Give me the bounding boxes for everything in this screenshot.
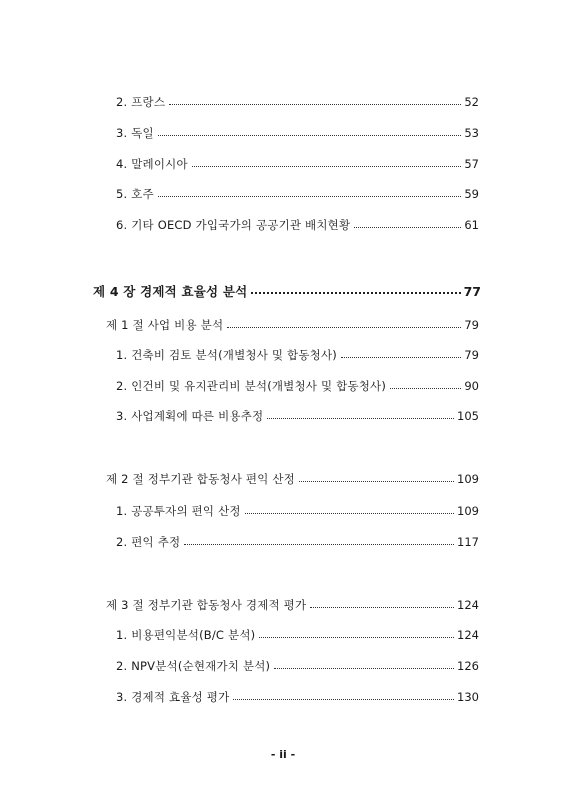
toc-label: 5. 호주: [116, 187, 154, 201]
toc-row: [116, 93, 479, 111]
toc-page-number: 126: [457, 659, 479, 673]
dot-leader: [299, 480, 454, 482]
dot-leader: [259, 636, 454, 638]
dot-leader: [251, 291, 460, 294]
dot-leader: [267, 417, 454, 419]
toc-page-number: 53: [464, 126, 479, 140]
page-footer-number: - ii -: [270, 748, 296, 761]
toc-section-label: 제 3 절 정부기관 합동청사 경제적 평가: [106, 598, 307, 612]
dot-leader: [227, 326, 461, 328]
toc-chapter-label: 제 4 장 경제적 효율성 분석: [93, 284, 248, 299]
toc-label: 2. NPV분석(순현재가치 분석): [116, 659, 271, 673]
dot-leader: [354, 226, 461, 228]
toc-label: 4. 말레이시아: [116, 157, 188, 171]
toc-section-row: [106, 316, 479, 334]
toc-row: [116, 346, 479, 364]
toc-row: [116, 407, 479, 425]
dot-leader: [233, 698, 454, 700]
toc-row: [116, 533, 479, 551]
toc-label: 1. 공공투자의 편익 산정: [116, 504, 241, 518]
toc-page-number: 52: [464, 95, 479, 109]
toc-row: [116, 502, 479, 520]
toc-section-label: 제 2 절 정부기관 합동청사 편익 산정: [106, 472, 295, 486]
toc-page-number: 117: [457, 535, 479, 549]
toc-label: 2. 프랑스: [116, 95, 166, 109]
toc-page-number: 79: [464, 348, 479, 362]
toc-row: [116, 216, 479, 234]
dot-leader: [158, 134, 462, 136]
toc-row: [116, 688, 479, 706]
toc-label: 1. 건축비 검토 분석(개별청사 및 합동청사): [116, 348, 337, 362]
toc-page-number: 105: [457, 409, 479, 423]
toc-page-number: 59: [464, 187, 479, 201]
toc-row: [116, 124, 479, 142]
dot-leader: [245, 512, 454, 514]
toc-row: [116, 185, 479, 203]
toc-label: 3. 독일: [116, 126, 154, 140]
dot-leader: [341, 356, 461, 358]
toc-page-number: 77: [463, 283, 481, 299]
toc-label: 6. 기타 OECD 가입국가의 공공기관 배치현황: [116, 218, 351, 232]
toc-page-number: 79: [464, 318, 479, 332]
toc-page-number: 57: [464, 157, 479, 171]
toc-page-number: 109: [457, 472, 479, 486]
toc-page-number: 130: [457, 690, 479, 704]
toc-chapter-row: [93, 282, 481, 300]
dot-leader: [274, 667, 454, 669]
dot-leader: [158, 195, 462, 197]
toc-page-number: 124: [457, 598, 479, 612]
toc-label: 3. 경제적 효율성 평가: [116, 690, 230, 704]
toc-label: 2. 편익 추정: [116, 535, 181, 549]
toc-row: [116, 657, 479, 675]
dot-leader: [169, 103, 461, 105]
toc-row: [116, 626, 479, 644]
toc-label: 3. 사업계획에 따른 비용추정: [116, 409, 264, 423]
toc-label: 1. 비용편익분석(B/C 분석): [116, 628, 256, 642]
dot-leader: [390, 387, 461, 389]
dot-leader: [310, 606, 454, 608]
toc-section-label: 제 1 절 사업 비용 분석: [106, 318, 224, 332]
toc-page-number: 109: [457, 504, 479, 518]
toc-page-number: 90: [464, 379, 479, 393]
toc-section-row: [106, 596, 479, 614]
toc-page-number: 124: [457, 628, 479, 642]
toc-page-number: 61: [464, 218, 479, 232]
dot-leader: [184, 543, 454, 545]
toc-label: 2. 인건비 및 유지관리비 분석(개별청사 및 합동청사): [116, 379, 387, 393]
toc-row: [116, 377, 479, 395]
dot-leader: [192, 165, 462, 167]
toc-row: [116, 155, 479, 173]
toc-section-row: [106, 470, 479, 488]
